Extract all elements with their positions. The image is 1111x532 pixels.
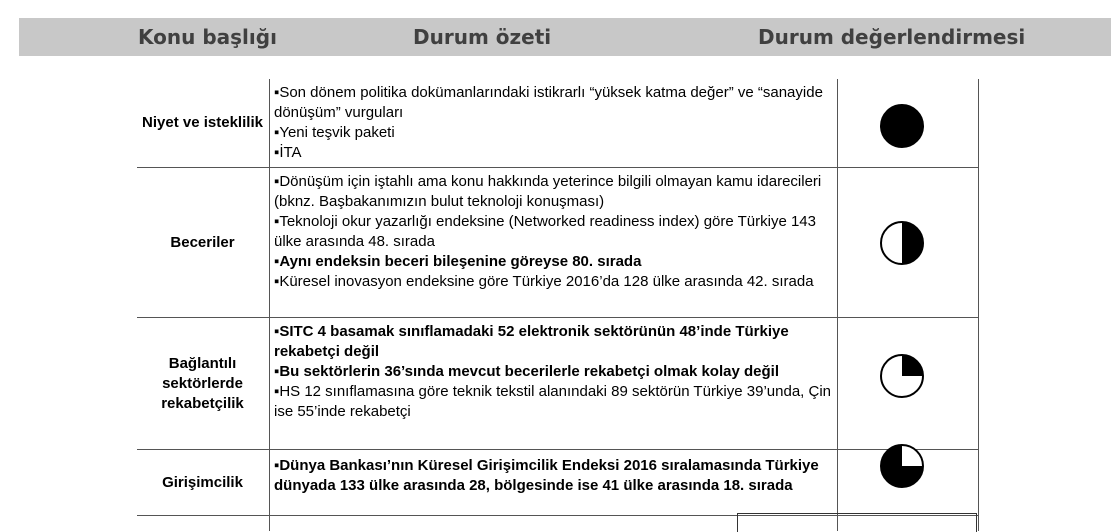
header-bar: [19, 18, 1111, 56]
topic-cell: Bağlantılı sektörlerde rekabetçilik: [161, 354, 244, 412]
summary-cell: [274, 172, 844, 292]
summary-cell: [274, 456, 844, 496]
three-quarter-circle-icon: [879, 443, 925, 489]
full-circle-icon: [879, 103, 925, 149]
summary-cell: [274, 83, 844, 163]
bullet-item: ▪İTA: [274, 144, 302, 161]
topic-cell: Beceriler: [170, 233, 235, 251]
topic-cell: Girişimcilik: [162, 473, 243, 491]
topic-cell: Niyet ve isteklilik: [142, 114, 263, 131]
cropped-next-row: [737, 513, 977, 532]
column-header-assessment: Durum değerlendirmesi: [758, 25, 1026, 49]
bullet-item: ▪Küresel inovasyon endeksine göre Türkiye 2016’da 128 ülke arasında 42. sırada: [274, 273, 814, 290]
bullet-item: ▪Dünya Bankası’nın Küresel Girişimcilik Endeksi 2016 sıralamasında Türkiye dünyada 133 ülke arasında 28, bölgesinde ise 41 ülke arasında 18. sırada: [274, 457, 819, 494]
column-header-summary: Durum özeti: [413, 25, 552, 49]
assessment-table: [137, 79, 979, 531]
bullet-item: ▪SITC 4 basamak sınıflamadaki 52 elektronik sektörünün 48’inde Türkiye rekabetçi değil: [274, 323, 789, 360]
table-divider: [978, 79, 979, 531]
summary-cell: [274, 322, 844, 422]
quarter-circle-icon: [879, 353, 925, 399]
bullet-item: ▪Yeni teşvik paketi: [274, 124, 395, 141]
bullet-item: ▪Son dönem politika dokümanlarındaki istikrarlı “yüksek katma değer” ve “sanayide dönüşüm” vurguları: [274, 84, 823, 121]
bullet-item: ▪Teknoloji okur yazarlığı endeksine (Networked readiness index) göre Türkiye 143 ülke arasında 48. sırada: [274, 213, 816, 250]
half-circle-icon: [879, 220, 925, 266]
bullet-item: ▪HS 12 sınıflamasına göre teknik tekstil alanındaki 89 sektörün Türkiye 39’unda, Çin ise 55’inde rekabetçi: [274, 383, 832, 420]
bullet-item: ▪Dönüşüm için iştahlı ama konu hakkında yeterince bilgili olmayan kamu idarecileri (bknz. Başbakanımızın bulut teknoloji konuşması): [274, 173, 822, 210]
bullet-item: ▪Bu sektörlerin 36’sında mevcut becerilerle rekabetçi olmak kolay değil: [274, 363, 779, 380]
bullet-item: ▪Aynı endeksin beceri bileşenine göreyse 80. sırada: [274, 253, 642, 270]
table-divider: [269, 79, 270, 531]
column-header-topic: Konu başlığı: [138, 25, 277, 49]
